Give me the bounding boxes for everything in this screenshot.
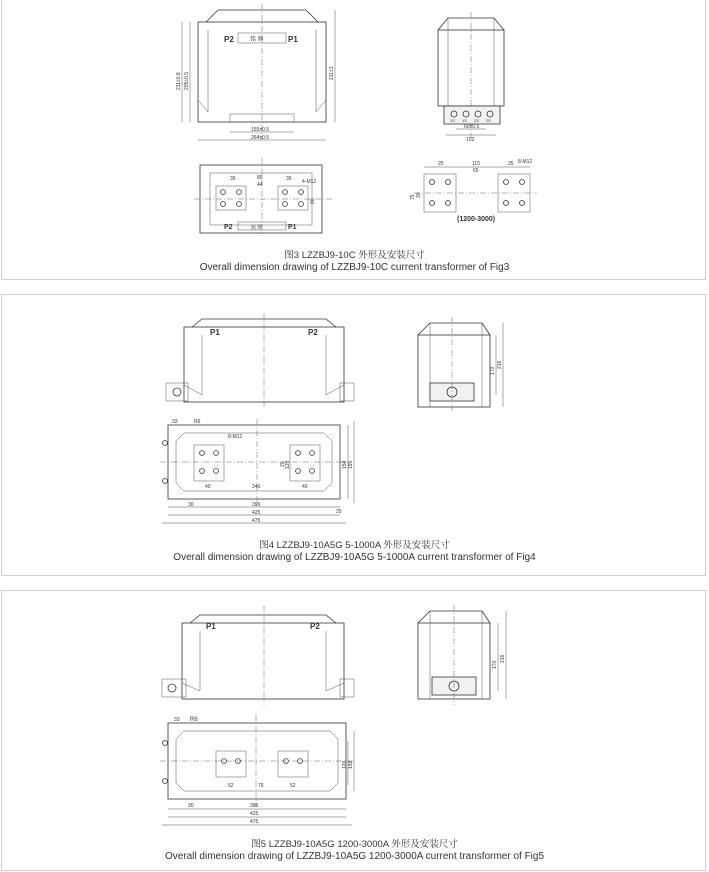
fig4-side-dim-2: 216	[497, 360, 503, 369]
fig4-plan-dim-5: 240	[252, 484, 261, 490]
figure-4-drawing	[2, 295, 707, 577]
fig3-detail-dim-5: 65	[473, 168, 479, 174]
fig5-plan-dim-5: 52	[290, 783, 296, 789]
fig3-plan-dim-6: 80	[310, 198, 316, 204]
fig3-plan-dim-4: 35	[286, 176, 292, 182]
fig5-plan-dim-2: R6	[190, 717, 198, 723]
fig5-plan-dim-1: 33	[174, 717, 180, 723]
fig5-plan-dim-11: 475	[250, 819, 259, 825]
fig4-plan-dim-13: 25	[336, 509, 342, 515]
fig5-plan-dim-8: 30	[188, 803, 194, 809]
fig3-terminal-2: 1S	[462, 118, 467, 123]
fig3-plan-dim-5: 4-M12	[302, 179, 317, 185]
fig3-plan-dim-3: 44	[257, 182, 263, 188]
fig3-plan-dim-2: 85	[257, 175, 263, 181]
fig3-plan-label-left: P2	[224, 224, 233, 231]
fig5-front-view	[162, 605, 354, 705]
fig5-plan-dim-3: 52	[228, 783, 234, 789]
fig5-plan-dim-7: 158	[348, 760, 354, 769]
fig4-plan-dim-4: 40	[205, 484, 211, 490]
fig5-label-left: P1	[206, 622, 216, 631]
fig3-side-view	[438, 12, 504, 143]
figure-3-drawing	[2, 0, 707, 280]
fig4-plan-dim-14: 425	[252, 510, 261, 516]
fig3-plan-label-right: P1	[288, 224, 297, 231]
fig3-front-label-right: P1	[288, 35, 298, 44]
fig5-plan-dim-4: 76	[258, 783, 264, 789]
fig4-side-view	[418, 317, 503, 413]
fig4-plan-dim-7: 20	[280, 461, 286, 467]
fig5-side-dim-2: 216	[500, 654, 506, 663]
fig3-detail-dim-3: 25	[508, 161, 514, 167]
fig5-caption-cn: 图5 LZZBJ9-10A5G 1200-3000A 外形及安装尺寸	[251, 839, 458, 850]
fig4-plan-dim-12: 395	[252, 502, 261, 508]
fig3-caption-en: Overall dimension drawing of LZZBJ9-10C current transformer of Fig3	[199, 262, 510, 273]
fig3-dim-height-outer: 211±0.8	[176, 72, 182, 90]
fig3-detail-dim-7: 30	[416, 192, 422, 198]
fig4-plan-view	[160, 419, 354, 524]
fig4-plan-dim-2: R6	[194, 419, 201, 425]
fig4-plan-dim-8: 120	[285, 460, 291, 469]
fig3-detail-view	[410, 159, 537, 223]
fig3-front-nameplate: 铭 牌	[250, 37, 264, 43]
fig4-side-dim-1: 170	[490, 366, 496, 375]
fig3-detail-dim-4: 8-M12	[518, 159, 533, 165]
fig4-caption-en: Overall dimension drawing of LZZBJ9-10A5G 5-1000A current transformer of Fig4	[173, 552, 536, 563]
fig3-front-view	[176, 4, 335, 141]
fig5-plan-dim-10: 425	[250, 811, 259, 817]
fig3-detail-dim-2: 115	[472, 161, 480, 167]
fig5-caption-en: Overall dimension drawing of LZZBJ9-10A5G 1200-3000A current transformer of Fig5	[164, 851, 545, 862]
fig5-plan-dim-6: 120	[342, 760, 348, 769]
fig4-plan-dim-11: 30	[188, 502, 194, 508]
fig3-detail-dim-6: 75	[410, 194, 416, 200]
fig3-plan-view	[194, 158, 332, 236]
fig3-front-label-left: P2	[224, 35, 234, 44]
fig4-caption-cn: 图4 LZZBJ9-10A5G 5-1000A 外形及安装尺寸	[259, 540, 450, 551]
fig4-label-left: P1	[210, 328, 220, 337]
fig3-plan-nameplate: 铭 牌	[251, 225, 263, 231]
fig4-plan-dim-1: 33	[172, 419, 178, 425]
fig4-plan-dim-6: 40	[302, 484, 308, 490]
fig3-detail-caption: (1200-3000)	[457, 216, 496, 223]
fig3-terminal-4: 2S	[486, 118, 491, 123]
fig3-terminal-3: 2S	[474, 118, 479, 123]
fig3-terminal-1: 1S	[450, 118, 455, 123]
fig5-side-view	[418, 605, 506, 705]
fig3-side-dim-outer: 102	[466, 137, 475, 143]
fig4-label-right: P2	[308, 328, 318, 337]
fig3-dim-bottom-outer: 264±0.5	[251, 135, 270, 141]
fig5-label-right: P2	[310, 622, 320, 631]
figure-5-drawing	[2, 591, 707, 872]
figure-4-panel	[1, 294, 706, 576]
fig5-plan-view	[160, 715, 354, 825]
fig5-plan-dim-9: 395	[250, 803, 259, 809]
figure-3-panel	[1, 0, 706, 280]
fig3-side-dim-inner: 60±0.5	[464, 124, 480, 130]
fig3-plan-dim-1: 35	[230, 176, 236, 182]
fig3-dim-height-right: 211±1	[329, 66, 335, 80]
fig5-side-dim-1: 170	[492, 660, 498, 669]
fig3-caption-cn: 图3 LZZBJ9-10C 外形及安装尺寸	[284, 250, 425, 261]
fig3-detail-dim-1: 25	[438, 161, 444, 167]
fig4-plan-dim-10: 195	[348, 460, 354, 469]
fig3-dim-bottom-inner: 155±0.5	[251, 127, 270, 133]
fig3-dim-height-inner: 205±0.5	[184, 71, 190, 90]
fig4-plan-dim-15: 475	[252, 518, 261, 524]
fig4-plan-dim-3: 8-M12	[228, 434, 243, 440]
figure-5-panel	[1, 590, 706, 871]
fig4-plan-dim-9: 158	[342, 460, 348, 469]
fig4-front-view	[166, 313, 354, 407]
